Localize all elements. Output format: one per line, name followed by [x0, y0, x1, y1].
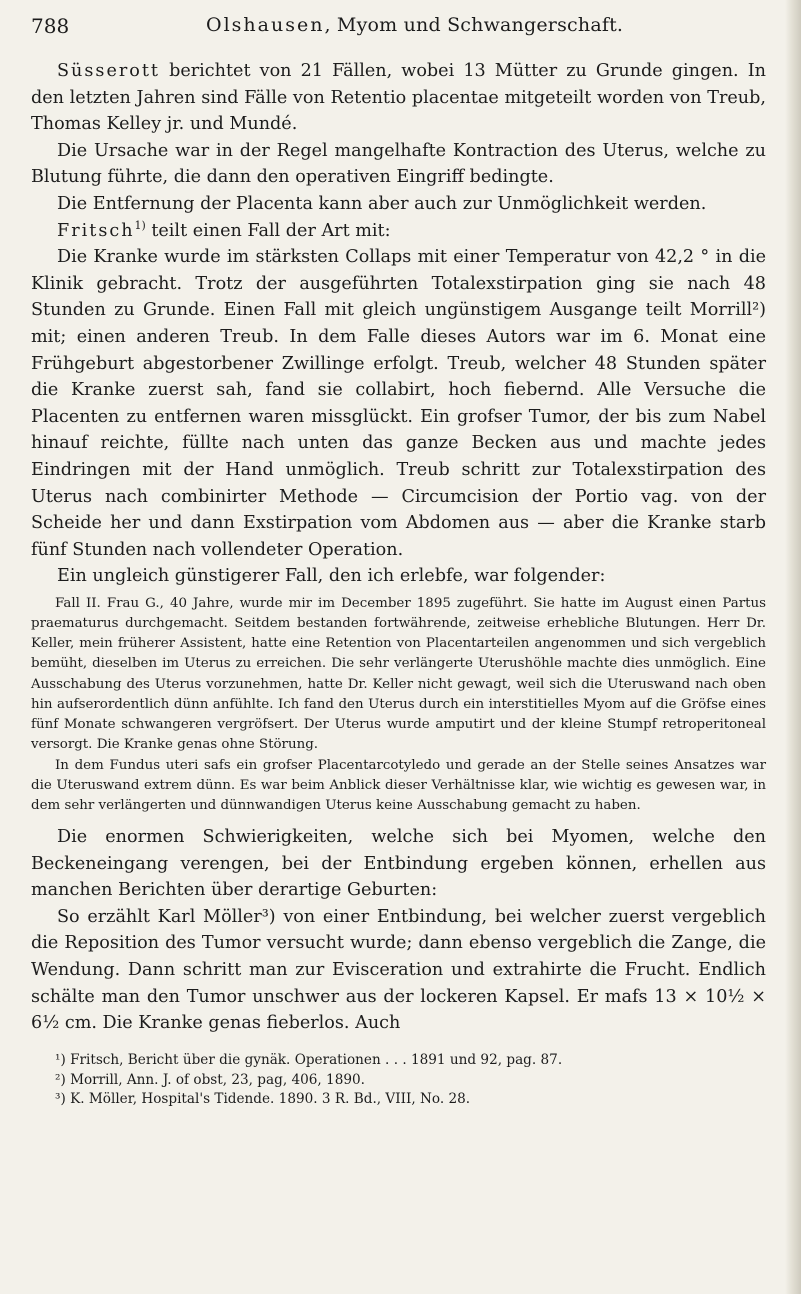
spaced-author: Fritsch [57, 220, 135, 241]
case-report [31, 594, 766, 816]
footnote: ²) Morrill, Ann. J. of obst, 23, pag, 406, 1890. [55, 1071, 365, 1088]
paragraph: Die Ursache war in der Regel mangelhafte Kontraction des Uterus, welche zu Blutung führte, die dann den operativen Eingriff bedingte. [31, 140, 766, 188]
footnotes [31, 1051, 766, 1110]
page-number: 788 [31, 14, 70, 38]
book-page [31, 0, 766, 1110]
paragraph: Ein ungleich günstigerer Fall, den ich erlebfe, war folgender: [57, 566, 606, 587]
main-text-continued [31, 824, 766, 1037]
main-text [31, 58, 766, 590]
paragraph: Fritsch$^{1)}$ teilt einen Fall der Art mit: [57, 218, 391, 241]
paragraph: So erzählt Karl Möller³) von einer Entbindung, bei welcher zuerst vergeblich die Reposition des Tumor versucht wurde; dann ebenso vergeblich die Zange, die Wendung. Dann schritt man zur Evisceration und extrahirte die Frucht. Endlich schälte man den Tumor unschwer aus der lockeren Kapsel. Er mafs 13 × 10½ × 6½ cm. Die Kranke genas fieberlos. Auch [31, 906, 766, 1034]
running-title-rest: , Myom und Schwangerschaft. [324, 14, 624, 36]
paragraph: Die Entfernung der Placenta kann aber auch zur Unmöglichkeit werden. [57, 193, 707, 214]
footnote: ³) K. Möller, Hospital's Tidende. 1890. 3 R. Bd., VIII, No. 28. [55, 1091, 471, 1108]
paragraph: Süsserott berichtet von 21 Fällen, wobei 13 Mütter zu Grunde gingen. In den letzten Jahren sind Fälle von Retentio placentae mitgeteilt worden von Treub, Thomas Kelley jr. und Mundé. [31, 61, 766, 135]
spaced-author: Süsserott [57, 61, 160, 81]
case-paragraph: In dem Fundus uteri safs ein grofser Placentarcotyledo und gerade an der Stelle seines Ansatzes war die Uteruswand extrem dünn. Es war beim Anblick dieser Verhältnisse klar, wie wichtig es gewesen war, in dem sehr verlängerten und dünnwandigen Uterus keine Ausschabung gemacht zu haben. [31, 757, 766, 813]
case-paragraph: Fall II. Frau G., 40 Jahre, wurde mir im December 1895 zugeführt. Sie hatte im August einen Partus praematurus durchgemacht. Seitdem bestanden fortwährende, zeitweise erhebliche Blutungen. Herr Dr. Keller, mein früherer Assistent, hatte eine Retention von Placentarteilen angenommen und sich vergeblich bemüht, dieselben im Uterus zu erreichen. Die sehr verlängerte Uterushöhle machte dies unmöglich. Eine Ausschabung des Uterus vorzunehmen, hatte Dr. Keller nicht gewagt, weil sich die Uteruswand nach oben hin aufserordentlich dünn anfühlte. Ich fand den Uterus durch ein interstitielles Myom auf die Gröfse eines fünf Monate schwangeren vergröfsert. Der Uterus wurde amputirt und der kleine Stumpf retroperitoneal versorgt. Die Kranke genas ohne Störung. [31, 595, 766, 753]
running-header [31, 14, 766, 58]
running-title [206, 14, 623, 36]
footnote-ref: 1) [134, 218, 146, 232]
footnote: ¹) Fritsch, Bericht über die gynäk. Operationen . . . 1891 und 92, pag. 87. [55, 1051, 563, 1068]
paragraph: Die Kranke wurde im stärksten Collaps mit einer Temperatur von 42,2 ° in die Klinik gebracht. Trotz der ausgeführten Totalexstirpation ging sie nach 48 Stunden zu Grunde. Einen Fall mit gleich ungünstigem Ausgange teilt Morrill²) mit; einen anderen Treub. In dem Falle dieses Autors war im 6. Monat eine Frühgeburt abgestorbener Zwillinge erfolgt. Treub, welcher 48 Stunden später die Kranke zuerst sah, fand sie collabirt, hoch fiebernd. Alle Versuche die Placenten zu entfernen waren missglückt. Ein grofser Tumor, der bis zum Nabel hinauf reichte, füllte nach unten das ganze Becken aus und machte jedes Eindringen mit der Hand unmöglich. Treub schritt zur Totalexstirpation des Uterus nach combinirter Methode — Circumcision der Portio vag. von der Scheide her und dann Exstirpation vom Abdomen aus — aber die Kranke starb fünf Stunden nach vollendeter Operation. [31, 247, 766, 560]
paragraph: Die enormen Schwierigkeiten, welche sich bei Myomen, welche den Beckeneingang verengen, bei der Entbindung ergeben können, erhellen aus manchen Berichten über derartige Geburten: [31, 827, 766, 901]
running-author: Olshausen [206, 14, 325, 36]
page-edge-shadow [785, 0, 801, 1294]
